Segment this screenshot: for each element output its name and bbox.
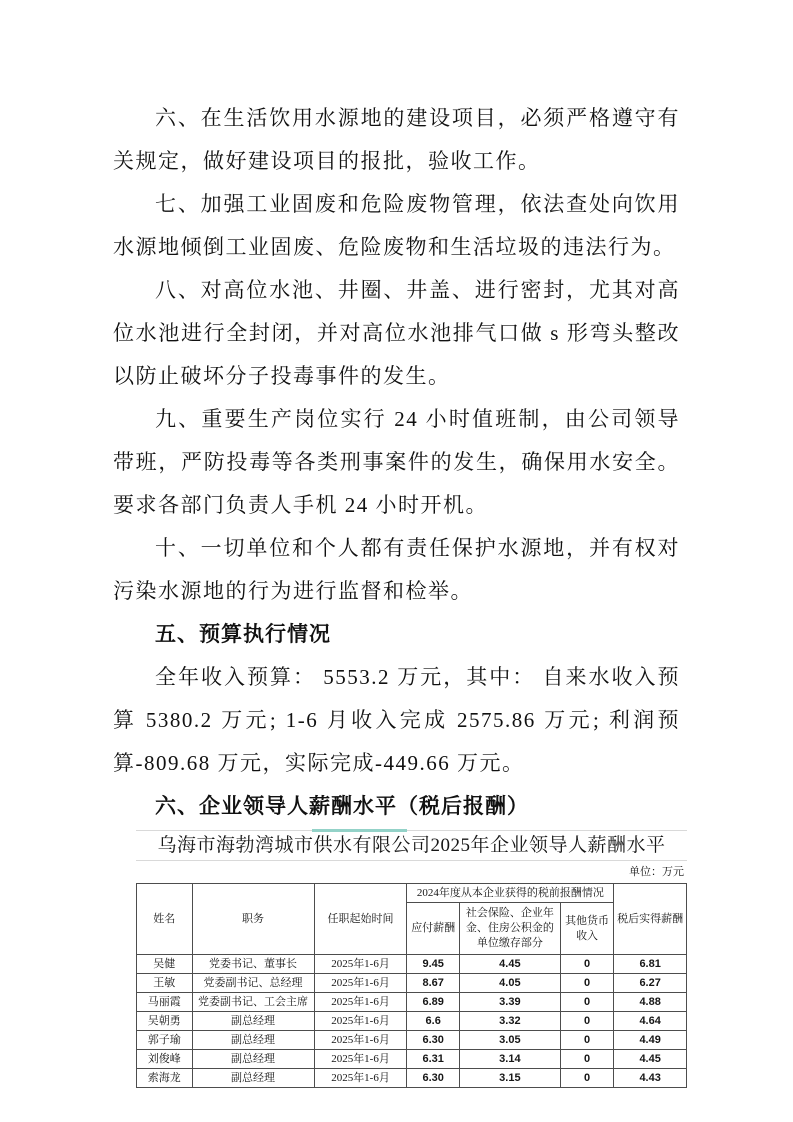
salary-table xyxy=(136,883,687,1088)
cell-social: 4.05 xyxy=(459,974,560,993)
cell-social: 3.32 xyxy=(459,1012,560,1031)
cell-payable: 6.30 xyxy=(407,1069,459,1088)
table-row xyxy=(137,1031,687,1050)
paragraph-item-10: 十、一切单位和个人都有责任保护水源地，并有权对污染水源地的行为进行监督和检举。 xyxy=(113,536,680,603)
cell-position: 副总经理 xyxy=(192,1012,314,1031)
cell-name: 刘俊峰 xyxy=(137,1050,193,1069)
cell-social: 3.05 xyxy=(459,1031,560,1050)
cell-social: 3.14 xyxy=(459,1050,560,1069)
header-position: 职务 xyxy=(192,884,314,955)
cell-start: 2025年1-6月 xyxy=(314,993,407,1012)
cell-name: 索海龙 xyxy=(137,1069,193,1088)
section-heading-budget: 五、预算执行情况 xyxy=(155,623,331,646)
cell-start: 2025年1-6月 xyxy=(314,1031,407,1050)
cell-payable: 6.30 xyxy=(407,1031,459,1050)
paragraph-item-7: 七、加强工业固废和危险废物管理，依法查处向饮用水源地倾倒工业固废、危险废物和生活垃圾的违法行为。 xyxy=(113,192,680,259)
cell-name: 郭子瑜 xyxy=(137,1031,193,1050)
cell-name: 吴健 xyxy=(137,955,193,974)
paragraph-item-9: 九、重要生产岗位实行 24 小时值班制，由公司领导带班，严防投毒等各类刑事案件的发生，确保用水安全。要求各部门负责人手机 24 小时开机。 xyxy=(113,407,680,517)
cell-position: 党委书记、董事长 xyxy=(192,955,314,974)
cell-start: 2025年1-6月 xyxy=(314,1050,407,1069)
cell-start: 2025年1-6月 xyxy=(314,1069,407,1088)
paragraph-item-6: 六、在生活饮用水源地的建设项目，必须严格遵守有关规定，做好建设项目的报批，验收工作。 xyxy=(113,106,680,173)
document-content xyxy=(113,97,684,1088)
header-row-group xyxy=(137,884,687,903)
cell-after-tax: 4.43 xyxy=(614,1069,687,1088)
cell-after-tax: 4.88 xyxy=(614,993,687,1012)
header-name: 姓名 xyxy=(137,884,193,955)
cell-position: 党委副书记、工会主席 xyxy=(192,993,314,1012)
header-social-insurance: 社会保险、企业年金、住房公积金的单位缴存部分 xyxy=(459,903,560,955)
cell-position: 副总经理 xyxy=(192,1050,314,1069)
cell-start: 2025年1-6月 xyxy=(314,955,407,974)
cell-after-tax: 4.49 xyxy=(614,1031,687,1050)
header-other-income: 其他货币收入 xyxy=(560,903,613,955)
header-start-time: 任职起始时间 xyxy=(314,884,407,955)
cell-after-tax: 4.45 xyxy=(614,1050,687,1069)
paragraph-budget-detail: 全年收入预算： 5553.2 万元，其中： 自来水收入预算 5380.2 万元; 1-6 月收入完成 2575.86 万元; 利润预算-809.68 万元，实际完成-449.66 万元。 xyxy=(113,665,680,775)
cell-other: 0 xyxy=(560,1031,613,1050)
cell-other: 0 xyxy=(560,1069,613,1088)
cell-after-tax: 6.27 xyxy=(614,974,687,993)
cell-position: 党委副书记、总经理 xyxy=(192,974,314,993)
header-after-tax: 税后实得薪酬 xyxy=(614,884,687,955)
unit-label: 单位：万元 xyxy=(629,866,684,878)
cell-start: 2025年1-6月 xyxy=(314,974,407,993)
table-row xyxy=(137,1069,687,1088)
cell-name: 王敏 xyxy=(137,974,193,993)
cell-payable: 6.31 xyxy=(407,1050,459,1069)
cell-name: 吴朝勇 xyxy=(137,1012,193,1031)
cell-start: 2025年1-6月 xyxy=(314,1012,407,1031)
cell-other: 0 xyxy=(560,1050,613,1069)
table-row xyxy=(137,1012,687,1031)
cell-position: 副总经理 xyxy=(192,1069,314,1088)
salary-table-title: 乌海市海勃湾城市供水有限公司2025年企业领导人薪酬水平 xyxy=(136,830,687,861)
salary-table-block xyxy=(136,830,687,1088)
cell-payable: 8.67 xyxy=(407,974,459,993)
table-row xyxy=(137,955,687,974)
cell-social: 4.45 xyxy=(459,955,560,974)
table-row xyxy=(137,1050,687,1069)
teal-accent-line xyxy=(312,829,407,832)
cell-payable: 9.45 xyxy=(407,955,459,974)
paragraph-item-8: 八、对高位水池、井圈、井盖、进行密封，尤其对高位水池进行全封闭，并对高位水池排气口做 s 形弯头整改以防止破坏分子投毒事件的发生。 xyxy=(113,278,680,388)
table-row xyxy=(137,993,687,1012)
cell-payable: 6.89 xyxy=(407,993,459,1012)
cell-after-tax: 4.64 xyxy=(614,1012,687,1031)
header-pretax-group: 2024年度从本企业获得的税前报酬情况 xyxy=(407,884,614,903)
header-payable: 应付薪酬 xyxy=(407,903,459,955)
cell-social: 3.39 xyxy=(459,993,560,1012)
cell-other: 0 xyxy=(560,974,613,993)
cell-other: 0 xyxy=(560,1012,613,1031)
cell-other: 0 xyxy=(560,993,613,1012)
table-row xyxy=(137,974,687,993)
cell-payable: 6.6 xyxy=(407,1012,459,1031)
cell-after-tax: 6.81 xyxy=(614,955,687,974)
cell-social: 3.15 xyxy=(459,1069,560,1088)
section-heading-salary: 六、企业领导人薪酬水平（税后报酬） xyxy=(155,795,529,818)
cell-other: 0 xyxy=(560,955,613,974)
cell-position: 副总经理 xyxy=(192,1031,314,1050)
cell-name: 马丽霞 xyxy=(137,993,193,1012)
